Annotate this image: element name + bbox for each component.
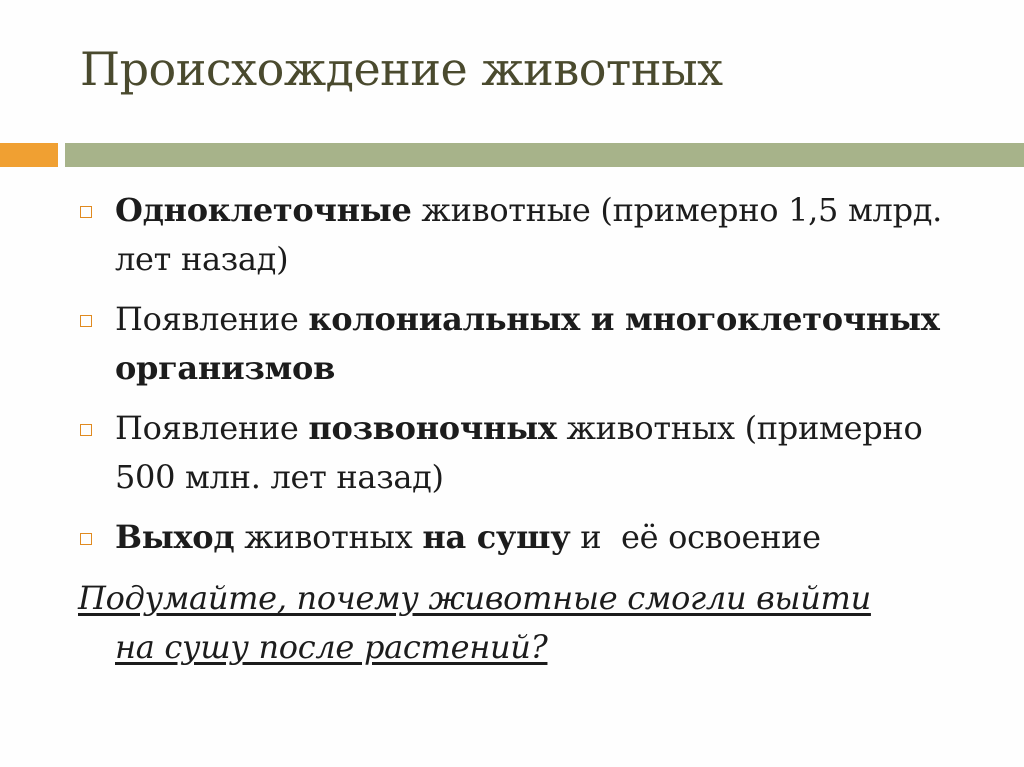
square-bullet-icon <box>80 206 92 218</box>
item-text-bold: колониальных и многоклеточных организмов <box>115 300 940 387</box>
question-line-2: на сушу после растений? <box>115 628 548 666</box>
square-bullet-icon <box>80 315 92 327</box>
item-text: Появление <box>115 300 309 338</box>
item-text: животных <box>234 518 423 556</box>
item-text-bold: Одноклеточные <box>115 191 412 229</box>
accent-bar <box>0 143 58 167</box>
item-text: животные (примерно 1,5 млрд. лет назад) <box>115 191 943 278</box>
list-item <box>76 186 976 284</box>
item-text: животных (примерно 500 млн. лет назад) <box>115 409 923 496</box>
item-text: Появление <box>115 409 309 447</box>
square-bullet-icon <box>80 424 92 436</box>
bullet-list <box>76 186 976 573</box>
list-item <box>76 513 976 562</box>
slide-title: Происхождение животных <box>80 42 723 96</box>
item-text: и её освоение <box>570 518 821 556</box>
title-underline-bar <box>65 143 1024 167</box>
item-text-bold: на сушу <box>422 518 571 556</box>
item-text-bold: позвоночных <box>308 409 557 447</box>
item-text-bold: Выход <box>115 518 235 556</box>
list-item <box>76 295 976 393</box>
square-bullet-icon <box>80 533 92 545</box>
question-line-1: Подумайте, почему животные смогли выйти <box>78 579 871 617</box>
discussion-question <box>78 574 978 672</box>
list-item <box>76 404 976 502</box>
